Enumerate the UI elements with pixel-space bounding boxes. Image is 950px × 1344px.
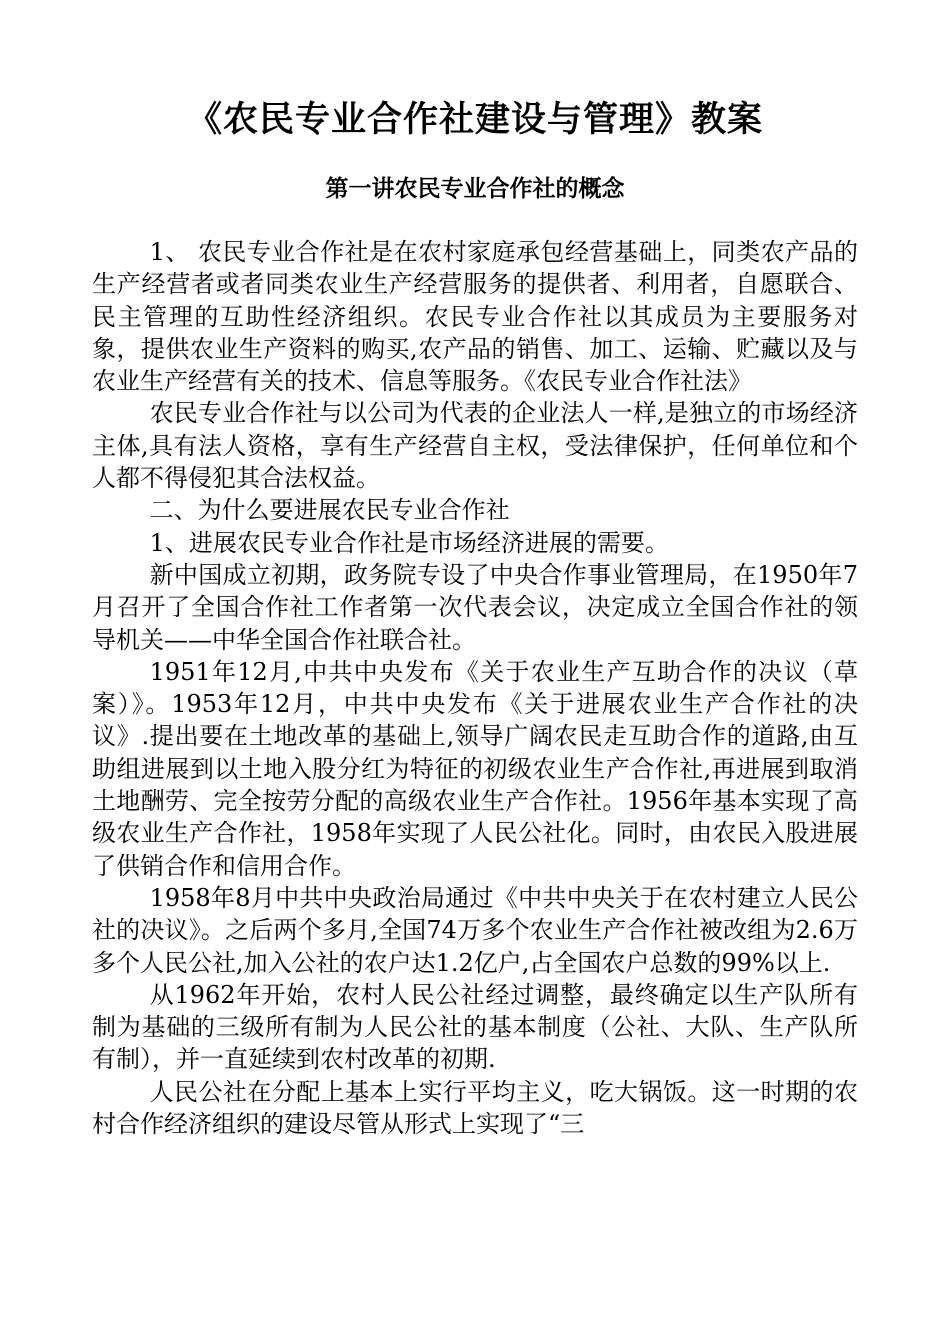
document-body [92,236,858,1140]
paragraph: 1951年12月,中共中央发布《关于农业生产互助合作的决议（草案）》。1953年12月，中共中央发布《关于进展农业生产合作社的决议》.提出要在土地改革的基础上,领导广阔农民走互助合作的道路,由互助组进展到以土地入股分红为特征的初级农业生产合作社,再进展到取消土地酬劳、完全按劳分配的高级农业生产合作社。1956年基本实现了高级农业生产合作社，1958年实现了人民公社化。同时，由农民入股进展了供销合作和信用合作。 [92,657,858,880]
section-heading: 二、为什么要进展农民专业合作社 [149,496,510,525]
paragraph: 1、 农民专业合作社是在农村家庭承包经营基础上，同类农产品的生产经营者或者同类农业生产经营服务的提供者、利用者，自愿联合、民主管理的互助性经济组织。农民专业合作社以其成员为主要服务对象，提供农业生产资料的购买,农产品的销售、加工、运输、贮藏以及与农业生产经营有关的技术、信息等服务。《农民专业合作社法》 [92,238,858,396]
paragraph: 新中国成立初期，政务院专设了中央合作事业管理局，在1950年7月召开了全国合作社工作者第一次代表会议，决定成立全国合作社的领导机关——中华全国合作社联合社。 [92,560,858,654]
document-title: 《农民专业合作社建设与管理》教案 [186,100,763,140]
subsection-heading: 1、进展农民专业合作社是市场经济进展的需要。 [149,528,669,557]
paragraph: 农民专业合作社与以公司为代表的企业法人一样,是独立的市场经济主体,具有法人资格，享有生产经营自主权，受法律保护，任何单位和个人都不得侵犯其合法权益。 [92,399,858,493]
paragraph: 1958年8月中共中央政治局通过《中共中央关于在农村建立人民公社的决议》。之后两个多月,全国74万多个农业生产合作社被改组为2.6万多个人民公社,加入公社的农户达1.2亿户,占全国农户总数的99%以上. [92,883,858,977]
paragraph: 人民公社在分配上基本上实行平均主义，吃大锅饭。这一时期的农村合作经济组织的建设尽管从形式上实现了“三 [92,1077,858,1139]
paragraph: 从1962年开始，农村人民公社经过调整，最终确定以生产队所有制为基础的三级所有制为人民公社的基本制度（公社、大队、生产队所有制），并一直延续到农村改革的初期. [92,980,858,1074]
document-page [92,92,858,1140]
lecture-title: 第一讲农民专业合作社的概念 [325,176,625,202]
